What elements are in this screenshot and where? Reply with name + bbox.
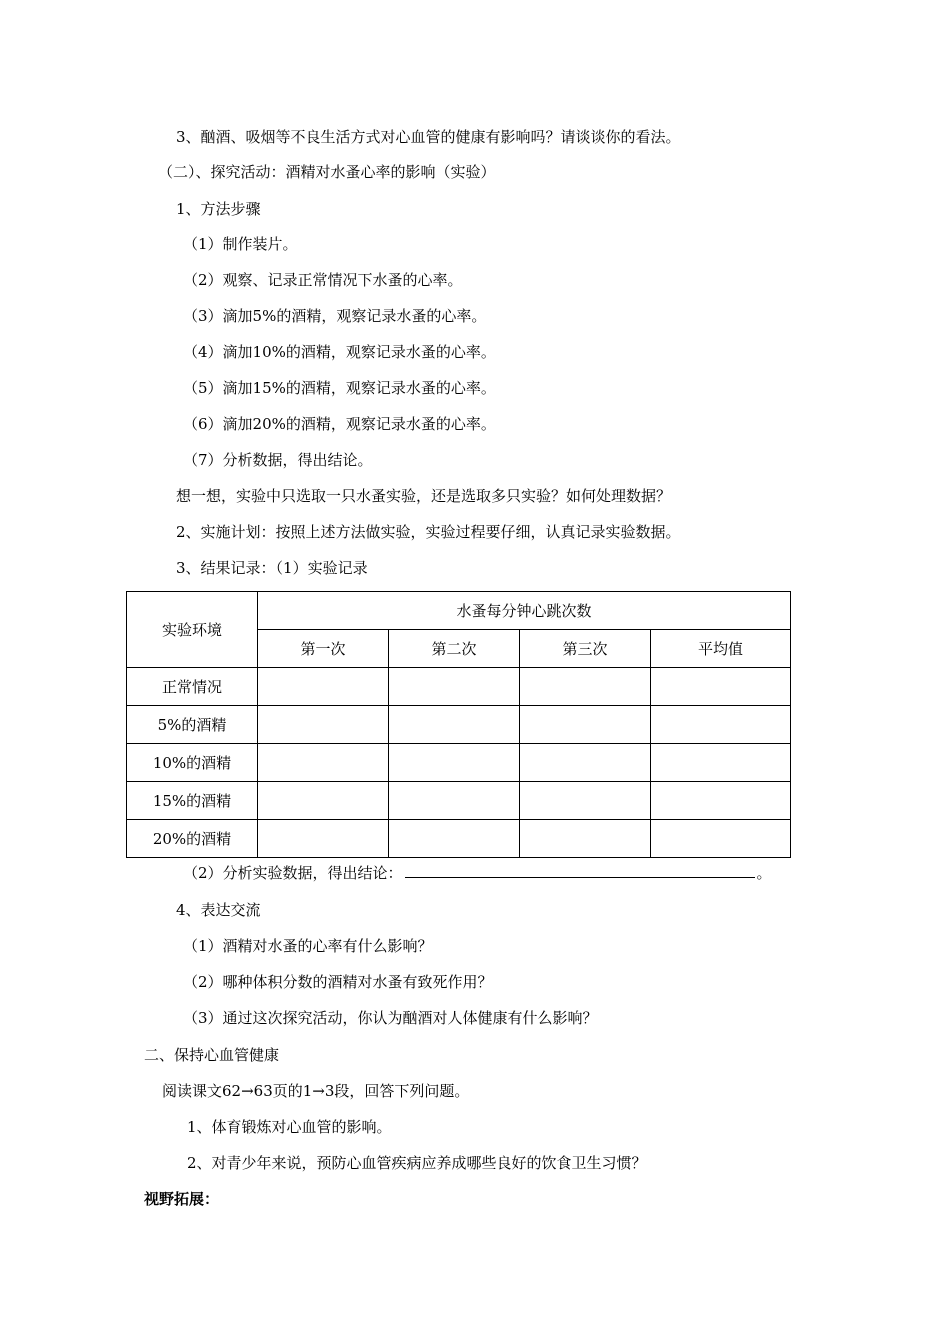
express-question-1: （1）酒精对水蚤的心率有什么影响？ <box>183 937 433 955</box>
conclusion-blank[interactable] <box>405 863 755 878</box>
header-heartbeat-group: 水蚤每分钟心跳次数 <box>258 592 791 630</box>
blank-cell[interactable] <box>389 744 520 782</box>
think-question: 想一想，实验中只选取一只水蚤实验，还是选取多只实验？如何处理数据？ <box>176 487 672 505</box>
blank-cell[interactable] <box>258 744 389 782</box>
step-5: （5）滴加15%的酒精，观察记录水蚤的心率。 <box>183 379 496 397</box>
blank-cell[interactable] <box>651 744 791 782</box>
table-row <box>127 820 791 858</box>
blank-cell[interactable] <box>651 782 791 820</box>
row-label-15-percent: 15%的酒精 <box>127 782 258 820</box>
table-row <box>127 744 791 782</box>
blank-cell[interactable] <box>258 668 389 706</box>
step-2: （2）观察、记录正常情况下水蚤的心率。 <box>183 271 463 289</box>
reading-question-1: 1、体育锻炼对心血管的影响。 <box>187 1118 392 1136</box>
section-2-title: （二）、探究活动：酒精对水蚤心率的影响（实验） <box>158 163 496 181</box>
table-row <box>127 706 791 744</box>
header-trial-1: 第一次 <box>258 630 389 668</box>
blank-cell[interactable] <box>389 706 520 744</box>
blank-cell[interactable] <box>651 820 791 858</box>
header-trial-2: 第二次 <box>389 630 520 668</box>
row-label-20-percent: 20%的酒精 <box>127 820 258 858</box>
blank-cell[interactable] <box>520 782 651 820</box>
result-record-title: 3、结果记录：（1）实验记录 <box>176 559 368 577</box>
blank-cell[interactable] <box>651 668 791 706</box>
blank-cell[interactable] <box>520 820 651 858</box>
blank-cell[interactable] <box>258 820 389 858</box>
reading-question-2: 2、对青少年来说，预防心血管疾病应养成哪些良好的饮食卫生习惯？ <box>187 1154 647 1172</box>
reading-instruction: 阅读课文62→63页的1→3段，回答下列问题。 <box>162 1082 470 1100</box>
question-3: 3、酗酒、吸烟等不良生活方式对心血管的健康有影响吗？请谈谈你的看法。 <box>176 128 681 146</box>
step-4: （4）滴加10%的酒精，观察记录水蚤的心率。 <box>183 343 496 361</box>
express-title: 4、表达交流 <box>176 901 261 919</box>
step-7: （7）分析数据，得出结论。 <box>183 451 373 469</box>
analysis-line <box>183 863 772 883</box>
method-steps-title: 1、方法步骤 <box>176 200 261 218</box>
header-average: 平均值 <box>651 630 791 668</box>
blank-cell[interactable] <box>389 668 520 706</box>
row-label-10-percent: 10%的酒精 <box>127 744 258 782</box>
row-label-normal: 正常情况 <box>127 668 258 706</box>
blank-cell[interactable] <box>520 706 651 744</box>
table-row <box>127 782 791 820</box>
blank-cell[interactable] <box>258 782 389 820</box>
blank-cell[interactable] <box>258 706 389 744</box>
express-question-2: （2）哪种体积分数的酒精对水蚤有致死作用？ <box>183 973 493 991</box>
express-question-3: （3）通过这次探究活动，你认为酗酒对人体健康有什么影响？ <box>183 1009 598 1027</box>
header-environment: 实验环境 <box>127 592 258 668</box>
blank-cell[interactable] <box>520 668 651 706</box>
implementation-plan: 2、实施计划：按照上述方法做实验，实验过程要仔细，认真记录实验数据。 <box>176 523 681 541</box>
step-1: （1）制作装片。 <box>183 235 298 253</box>
step-6: （6）滴加20%的酒精，观察记录水蚤的心率。 <box>183 415 496 433</box>
step-3: （3）滴加5%的酒精，观察记录水蚤的心率。 <box>183 307 487 325</box>
header-trial-3: 第三次 <box>520 630 651 668</box>
part-2-title: 二、保持心血管健康 <box>144 1046 280 1064</box>
table-row <box>127 668 791 706</box>
blank-cell[interactable] <box>520 744 651 782</box>
blank-cell[interactable] <box>389 782 520 820</box>
row-label-5-percent: 5%的酒精 <box>127 706 258 744</box>
analysis-prefix: （2）分析实验数据，得出结论： <box>183 864 403 882</box>
blank-cell[interactable] <box>389 820 520 858</box>
experiment-record-table <box>126 591 791 858</box>
analysis-suffix: 。 <box>756 864 772 882</box>
vision-expansion-heading: 视野拓展： <box>144 1190 220 1208</box>
blank-cell[interactable] <box>651 706 791 744</box>
